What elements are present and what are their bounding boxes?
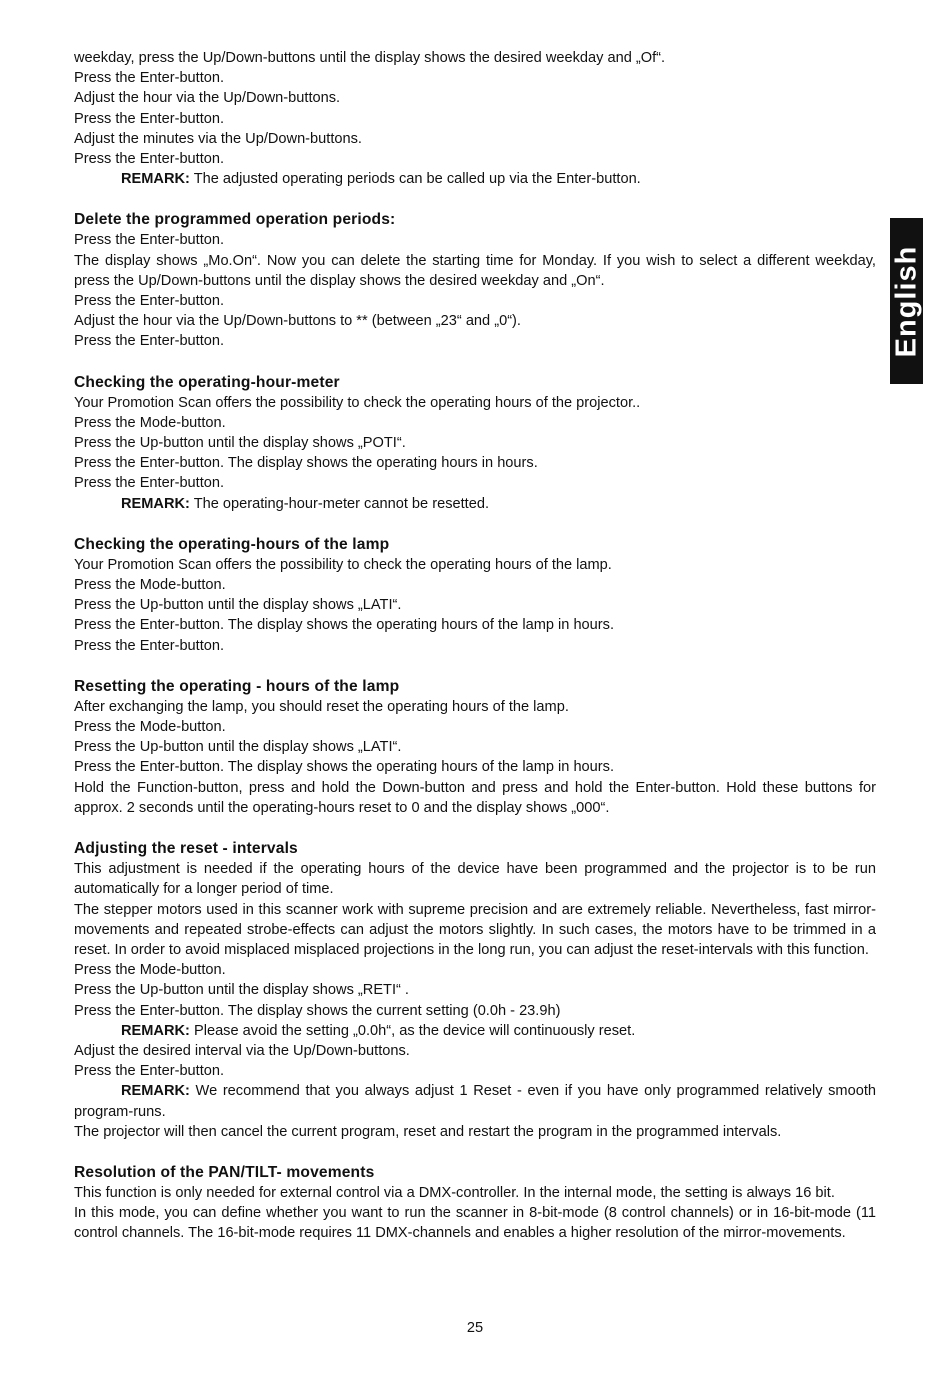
body-line: Press the Mode-button. [74,577,226,594]
body-line: Press the Enter-button. The display shows the operating hours of the lamp in hours. [74,759,615,776]
body-paragraph: Hold the Function-button, press and hold the Down-button and press and hold the Enter-button. Hold these buttons for approx. 2 seconds until the operating-hours reset to 0 and the display shows „000“. [74,779,876,816]
remark-text: The operating-hour-meter cannot be resetted. [189,495,490,512]
body-line: Press the Enter-button. [74,1063,225,1080]
section-heading: Checking the operating-hour-meter [74,373,340,391]
section-lamp-hours [74,534,876,656]
body-paragraph: This function is only needed for external control via a DMX-controller. In the internal mode, the setting is always 16 bit. [74,1184,835,1201]
body-line: Press the Mode-button. [74,719,226,736]
body-line: Your Promotion Scan offers the possibility to check the operating hours of the lamp. [74,556,612,573]
page-number: 25 [466,1320,484,1336]
body-line: Press the Enter-button. [74,293,225,310]
remark-text: Please avoid the setting „0.0h“, as the device will continuously reset. [189,1022,636,1039]
manual-page-body [74,48,876,1244]
remark-note [74,494,876,514]
intro-block [74,48,876,189]
body-line: Press the Up-button until the display shows „POTI“. [74,435,406,452]
section-heading: Delete the programmed operation periods: [74,211,396,229]
remark-keyword: REMARK: [121,495,190,512]
remark-text: The adjusted operating periods can be called up via the Enter-button. [189,171,641,188]
body-paragraph: The display shows „Mo.On“. Now you can delete the starting time for Monday. If you wish to select a different weekday, press the Up/Down-buttons until the display shows the desired weekday and „On“. [74,252,876,289]
body-line: Press the Enter-button. The display shows the current setting (0.0h - 23.9h) [74,1002,561,1019]
section-heading: Resolution of the PAN/TILT- movements [74,1163,375,1181]
section-reset-lamp-hours [74,676,876,818]
remark-note [74,1081,876,1121]
remark-text: We recommend that you always adjust 1 Reset - even if you have only programmed relatively smooth program-runs. [74,1083,876,1120]
intro-line: Press the Enter-button. [74,151,225,168]
body-line: Adjust the desired interval via the Up/Down-buttons. [74,1042,410,1059]
intro-line: Adjust the minutes via the Up/Down-buttons. [74,130,362,147]
body-paragraph: This adjustment is needed if the operating hours of the device have been programmed and the projector is to be run automatically for a longer period of time. [74,861,876,898]
body-line: After exchanging the lamp, you should reset the operating hours of the lamp. [74,698,569,715]
section-heading: Checking the operating-hours of the lamp [74,535,390,553]
body-line: Your Promotion Scan offers the possibility to check the operating hours of the projector.. [74,394,641,411]
body-line: Adjust the hour via the Up/Down-buttons to ** (between „23“ and „0“). [74,313,521,330]
section-heading: Adjusting the reset - intervals [74,840,298,858]
body-paragraph: The stepper motors used in this scanner work with supreme precision and are extremely reliable. Nevertheless, fast mirror-movements and repeated strobe-effects can adjust the motors slightly. In such cases, the motors have to be trimmed in a reset. In order to avoid misplaced misplaced projections in the long run, you can adjust the reset-intervals with this function. [74,901,876,958]
language-side-tab [890,218,923,384]
body-line: Press the Enter-button. The display shows the operating hours in hours. [74,455,538,472]
body-line: Press the Enter-button. [74,637,225,654]
section-heading: Resetting the operating - hours of the lamp [74,677,400,695]
language-tab-label: English [890,245,923,357]
intro-line: Press the Enter-button. [74,70,225,87]
remark-keyword: REMARK: [121,1083,190,1100]
body-line: Press the Enter-button. The display shows the operating hours of the lamp in hours. [74,617,615,634]
intro-line: Adjust the hour via the Up/Down-buttons. [74,90,341,107]
body-line: Press the Up-button until the display shows „LATI“. [74,597,402,614]
section-reset-intervals [74,838,876,1142]
remark-note [74,1021,876,1041]
remark-note [74,169,876,189]
body-line: Press the Mode-button. [74,414,226,431]
body-line: Press the Enter-button. [74,475,225,492]
section-operating-hour-meter [74,372,876,514]
body-line: Press the Up-button until the display shows „RETI“ . [74,982,409,999]
body-line: Press the Mode-button. [74,962,226,979]
remark-keyword: REMARK: [121,1022,190,1039]
body-line: The projector will then cancel the current program, reset and restart the program in the programmed intervals. [74,1123,782,1140]
section-pan-tilt-resolution [74,1162,876,1244]
body-paragraph: In this mode, you can define whether you want to run the scanner in 8-bit-mode (8 control channels) or in 16-bit-mode (11 control channels. The 16-bit-mode requires 11 DMX-channels and enables a higher resolution of the mirror-movements. [74,1205,876,1242]
remark-keyword: REMARK: [121,171,190,188]
body-line: Press the Enter-button. [74,232,225,249]
intro-line: weekday, press the Up/Down-buttons until the display shows the desired weekday and „Of“. [74,50,666,66]
intro-line: Press the Enter-button. [74,110,225,127]
section-delete-periods [74,209,876,351]
body-line: Press the Up-button until the display shows „LATI“. [74,739,402,756]
body-line: Press the Enter-button. [74,333,225,350]
